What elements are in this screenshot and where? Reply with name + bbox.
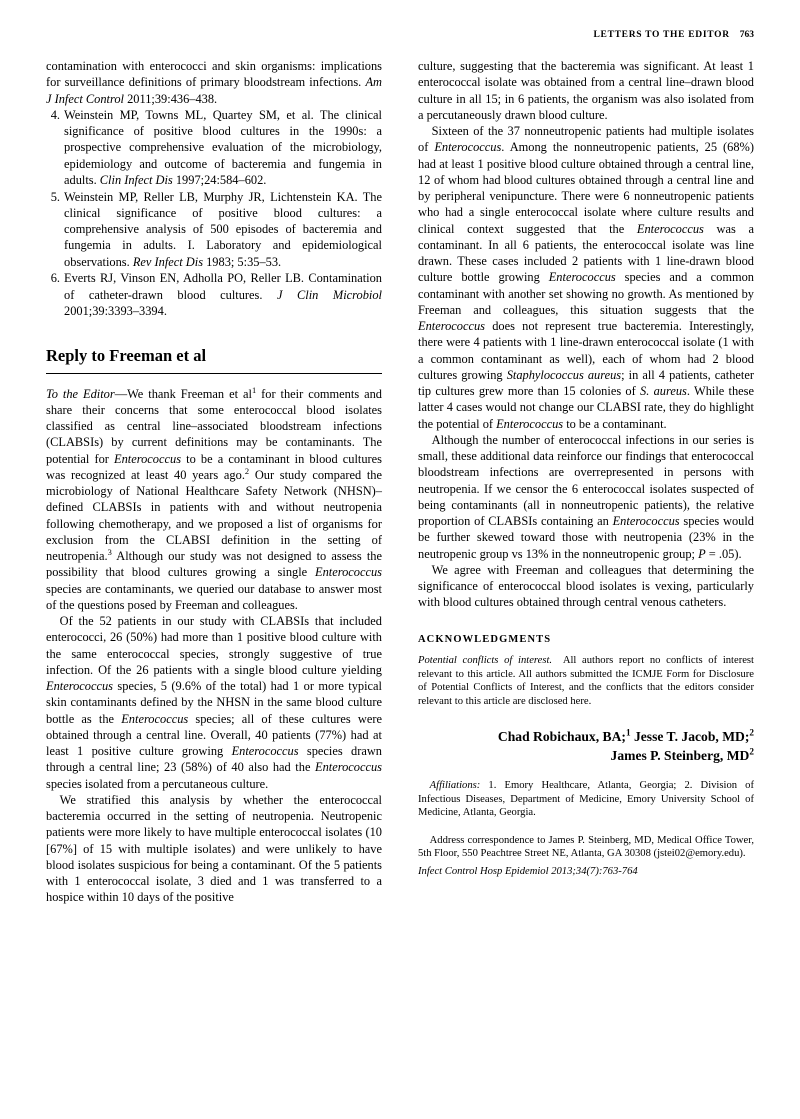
acknowledgments-body: Potential conflicts of interest. All authors report no conflicts of interest relevant to this article. All authors submitted the ICMJE Form for Disclosure of Potential Conflicts of Interest, and the conflicts that the editors consider relevant to this article are disclosed here. — [418, 655, 754, 707]
body-paragraph: We agree with Freeman and colleagues that determining the significance of enterococcal blood isolates is vexing, particularly with blood cultures obtained through central venous catheters. — [418, 562, 754, 610]
article-title: Reply to Freeman et al — [46, 346, 207, 365]
two-column-body — [46, 58, 754, 1098]
affiliations: Affiliations: 1. Emory Healthcare, Atlanta, Georgia; 2. Division of Infectious Diseases, Department of Medicine, Emory University School of Medicine, Atlanta, Georgia. — [418, 780, 754, 819]
reference-text: Weinstein MP, Towns ML, Quartey SM, et al. The clinical significance of positive blood cultures in the 1990s: a prospective comprehensive evaluation of the microbiology, epidemiology and outcome of bacteremia and fungemia in adults. Clin Infect Dis 1997;24:584–602. — [64, 107, 382, 187]
title-rule — [46, 373, 382, 374]
body-paragraph: culture, suggesting that the bacteremia was significant. At least 1 enterococcal isolate was obtained from a central line–drawn blood culture in all 15; in 6 patients, the organism was also isolated from a percutaneously drawn blood culture. — [418, 59, 754, 122]
reference-continuation: contamination with enterococci and skin organisms: implications for surveillance definitions of primary bloodstream infections. Am J Infect Control 2011;39:436–438. — [46, 59, 382, 106]
reference-item — [46, 270, 382, 319]
reference-number: 6. — [50, 271, 60, 286]
reference-number: 5. — [50, 189, 60, 204]
page-number: 763 — [739, 30, 754, 40]
reference-text: Everts RJ, Vinson EN, Adholla PO, Reller LB. Contamination of catheter-drawn blood cultures. J Clin Microbiol 2001;39:3393–3394. — [64, 271, 383, 318]
reference-list — [46, 107, 382, 319]
author-byline — [418, 728, 754, 765]
body-paragraph: Although the number of enterococcal infections in our series is small, these additional data reinforce our findings that enterococcal bloodstream infections are overrepresented in persons with neutropenia. If we censor the 6 enterococcal isolates suspected of being contaminants (all in nonneutropenic patients), the relative proportion of CLABSIs containing an Enterococcus species would be further skewed toward those with neutropenia (23% in the neutropenic group vs 13% in the nonneutropenic group; P = .05). — [418, 432, 754, 561]
citation-text: Infect Control Hosp Epidemiol 2013;34(7):763-764 — [418, 865, 638, 877]
body-paragraph: To the Editor—We thank Freeman et $al^1$ for their comments and share their concerns that some enterococcal blood isolates classified as central line–associated bloodstream infections (CLABSIs) by current definitions may be contaminants. The potential for Enterococcus to be a contaminant in blood cultures was recognized at least 40 years ago.$^2$ Our study compared the microbiology of National Healthcare Safety Network (NHSN)–defined CLABSIs in patients with and without neutropenia following chemotherapy, and we proposed a list of organisms for exclusion from the CLABSI definition in the setting of neutropenia.$^3$ Although our study was not designed to assess the possibility that blood cultures growing a single Enterococcus species are contaminants, we queried our database to answer most of the questions posed by Freeman and colleagues. — [46, 384, 383, 612]
reference-number: 4. — [50, 107, 60, 122]
body-paragraph: We stratified this analysis by whether the enterococcal bacteremia occurred in the setting of neutropenia. Neutropenic patients were more likely to have multiple enterococcal isolates (10 [67%] of 15 with multiple isolates) and were unlikely to have blood isolates suspicious for being a contaminant. Of the 5 patients with 1 enterococcal isolate, 3 died and 1 was transferred to a hospice within 10 days of the positive — [46, 792, 382, 905]
author-line-2: James P. Steinberg, $MD^2$ — [610, 746, 754, 763]
left-column — [46, 58, 382, 1098]
running-head — [594, 30, 754, 40]
acknowledgments-heading: ACKNOWLEDGMENTS — [418, 633, 552, 645]
right-column — [418, 58, 754, 1098]
reference-text: Weinstein MP, Reller LB, Murphy JR, Lichtenstein KA. The clinical significance of positive blood cultures: a comprehensive analysis of 500 episodes of bacteremia and fungemia in adults. I. Laboratory and epidemiological observations. Rev Infect Dis 1983; 5:35–53. — [64, 189, 382, 269]
reference-item — [46, 189, 382, 270]
citation-line — [418, 865, 754, 879]
body-paragraph: Sixteen of the 37 nonneutropenic patients had multiple isolates of Enterococcus. Among the nonneutropenic patients, 25 (68%) had at least 1 positive blood culture obtained through a central line, 12 of whom had blood cultures obtained through a central line and by peripheral venipuncture. There were 6 nonneutropenic patients who had a single enterococcal isolate where culture results and clinical context suggested that the Enterococcus was a contaminant. In all 6 patients, the enterococcal isolate was line drawn. These cases included 2 patients with 1 line-drawn blood culture bottle growing Enterococcus species and a common contaminant with another set showing no growth. As mentioned by Freeman and colleagues, this situation suggests that the Enterococcus does not represent true bacteremia. Interestingly, there were 4 patients with 1 line-drawn enterococcal isolate (1 with a common contaminant as well), each of whom had 2 blood cultures growing Staphylococcus aureus; in all 4 patients, catheter tip cultures grew more than 15 colonies of S. aureus. While these latter 4 cases would not change our CLABSI rate, they do highlight the potential of Enterococcus to be a contaminant. — [418, 124, 755, 431]
body-paragraph: Of the 52 patients in our study with CLABSIs that included enterococci, 26 (50%) had more than 1 positive blood culture with the same enterococcal species, strongly suggestive of true infection. Of the 26 patients with a single blood culture yielding Enterococcus species, 5 (9.6% of the total) had 1 or more typical skin contaminants defined by the NHSN in the same blood culture bottle as the Enterococcus species; all of these cultures were obtained through a central line. Overall, 40 patients (77%) had at least 1 positive culture growing Enterococcus species drawn through a central line; 23 (58%) of 40 also had the Enterococcus species isolated from a percutaneous culture. — [46, 614, 382, 791]
author-line-1: Chad Robichaux, BA;$^1$ Jesse T. Jacob, MD;$^2$ — [497, 727, 754, 745]
reference-item — [46, 107, 382, 188]
running-head-text: LETTERS TO THE EDITOR — [593, 30, 730, 40]
correspondence: Address correspondence to James P. Steinberg, MD, Medical Office Tower, 5th Floor, 550 Peachtree Street NE, Atlanta, GA 30308 (jstei02@emory.edu). — [418, 834, 754, 860]
